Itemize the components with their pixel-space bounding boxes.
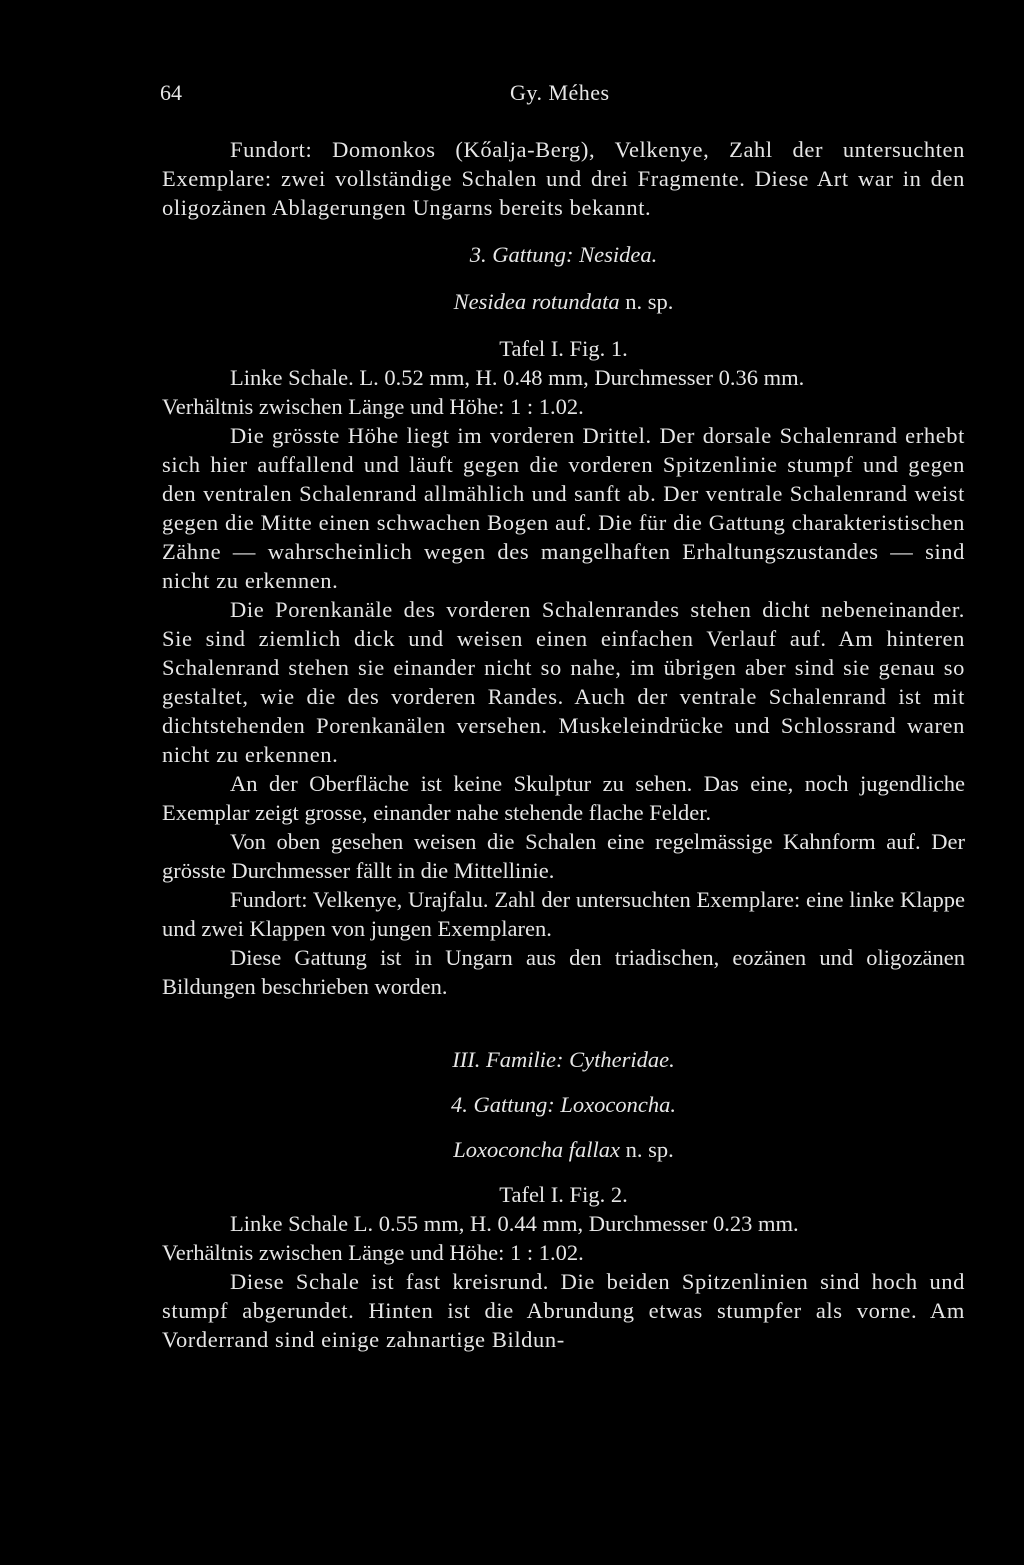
plate-reference-2: Tafel I. Fig. 2.	[499, 1182, 628, 1207]
species-suffix: n. sp.	[620, 1137, 674, 1162]
family-heading: III. Familie: Cytheridae.	[452, 1047, 675, 1072]
paragraph-fundort-2: Fundort: Velkenye, Urajfalu. Zahl der untersuchten Exemplare: eine linke Klappe und zwei Klappen von jungen Exemplaren.	[162, 887, 965, 941]
genus-heading-nesidea	[162, 240, 965, 269]
species-name: Nesidea rotundata	[453, 289, 620, 314]
measurement-line: Linke Schale L. 0.55 mm, H. 0.44 mm, Durchmesser 0.23 mm.	[230, 1211, 799, 1236]
page-header	[160, 80, 965, 110]
plate-reference-1: Tafel I. Fig. 1.	[499, 336, 628, 361]
species-suffix: n. sp.	[619, 289, 674, 314]
species-heading-loxoconcha	[162, 1135, 965, 1164]
genus-heading-loxoconcha: 4. Gattung: Loxoconcha.	[451, 1092, 676, 1117]
ratio-line: Verhältnis zwischen Länge und Höhe: 1 : 1.02.	[162, 1240, 584, 1265]
paragraph-fundort-1: Fundort: Domonkos (Kőalja-Berg), Velkenye, Zahl der untersuchten Exemplare: zwei vollständige Schalen und drei Fragmente. Diese Art war in den oligozänen Ablagerungen Ungarns bereits bekannt.	[162, 137, 965, 220]
paragraph-oberflaeche: An der Oberfläche ist keine Skulptur zu sehen. Das eine, noch jugendliche Exemplar zeigt grosse, einander nahe stehende flache Felder.	[162, 771, 965, 825]
measurements-nesidea	[162, 363, 965, 421]
species-name: Loxoconcha fallax	[453, 1137, 621, 1162]
paragraph-kahnform: Von oben gesehen weisen die Schalen eine regelmässige Kahnform auf. Der grösste Durchmesser fällt in die Mittellinie.	[162, 829, 965, 883]
paragraph-poren: Die Porenkanäle des vorderen Schalenrandes stehen dicht nebeneinander. Sie sind ziemlich dick und weisen einen einfachen Verlauf auf. Am hinteren Schalenrand stehen sie einander nicht so nahe, im übrigen aber sind sie genau so gestaltet, wie die des vorderen Randes. Auch der ventrale Schalenrand ist mit dichtstehenden Porenkanälen versehen. Muskeleindrücke und Schlossrand waren nicht zu erkennen.	[162, 597, 965, 767]
paragraph-kreisrund: Diese Schale ist fast kreisrund. Die beiden Spitzenlinien sind hoch und stumpf abgerundet. Hinten ist die Abrundung etwas stumpfer als vorne. Am Vorderrand sind einige zahnartige Bildun-	[162, 1269, 965, 1352]
measurements-loxoconcha	[162, 1209, 965, 1267]
paragraph-hoehe: Die grösste Höhe liegt im vorderen Drittel. Der dorsale Schalenrand erhebt sich hier auffallend und läuft gegen die vorderen Spitzenlinie stumpf und gegen den ventralen Schalenrand allmählich und sanft ab. Der ventrale Schalenrand weist gegen die Mitte einen schwachen Bogen auf. Die für die Gattung charakteristischen Zähne — wahrscheinlich wegen des mangelhaften Erhaltungszustandes — sind nicht zu erkennen.	[162, 423, 965, 593]
running-title: Gy. Méhes	[510, 80, 610, 105]
measurement-line: Linke Schale. L. 0.52 mm, H. 0.48 mm, Durchmesser 0.36 mm.	[230, 365, 805, 390]
genus-heading-text: 3. Gattung: Nesidea.	[469, 242, 658, 267]
paragraph-gattung-ungarn: Diese Gattung ist in Ungarn aus den triadischen, eozänen und oligozänen Bildungen beschrieben worden.	[162, 945, 965, 999]
page-body	[162, 135, 965, 1354]
species-heading-nesidea	[162, 287, 965, 316]
ratio-line: Verhältnis zwischen Länge und Höhe: 1 : 1.02.	[162, 394, 584, 419]
page-number: 64	[160, 80, 182, 105]
